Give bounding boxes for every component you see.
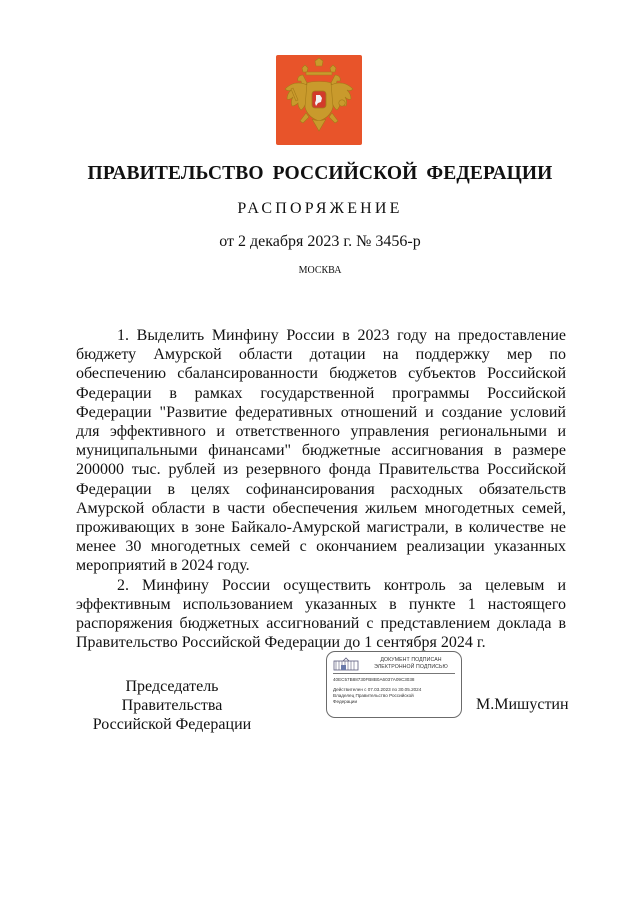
stamp-heading-line-2: ЭЛЕКТРОННОЙ ПОДПИСЬЮ: [374, 663, 448, 670]
government-building-icon: [333, 657, 359, 671]
signer-position-line-2: Российской Федерации: [92, 716, 252, 734]
government-title: ПРАВИТЕЛЬСТВО РОССИЙСКОЙ ФЕДЕРАЦИИ: [87, 163, 553, 184]
paragraph-2: 2. Минфину России осуществить контроль за целевым и эффективным использованием указанных в пункте 1 настоящего распоряжения бюджетных ассигнований с представлением доклада в Правительство Российской Федерации до 1 сентября 2024 г.: [76, 576, 566, 652]
stamp-owner-line-2: Федерации: [333, 699, 358, 704]
stamp-heading: [363, 657, 459, 670]
document-type: РАСПОРЯЖЕНИЕ: [237, 200, 403, 217]
signer-position-line-1: Председатель Правительства: [121, 678, 223, 715]
paragraph-1: 1. Выделить Минфину России в 2023 году на предоставление бюджету Амурской области дотации на поддержку мер по обеспечению сбалансированности бюджетов субъектов Российской Федерации в рамках государственной программы Российской Федерации "Развитие федеративных отношений и создание условий для эффективного и ответственного управления региональными и муниципальными финансами" бюджетные ассигнования в размере 200000 тыс. рублей из резервного фонда Правительства Российской Федерации в целях софинансирования расходных обязательств Амурской области в части обеспечения жильем многодетных семей, проживающих в зоне Байкало-Амурской магистрали, в количестве не менее 30 многодетных семей с окончанием реализации указанных мероприятий в 2024 году.: [76, 327, 566, 575]
stamp-heading-line-1: ДОКУМЕНТ ПОДПИСАН: [380, 657, 442, 663]
stamp-certificate: 40EC57B88730FB8B0A6037A09C3038: [333, 677, 415, 682]
signer-name: М.Мишустин: [476, 696, 569, 713]
document-body: [76, 326, 566, 652]
stamp-divider: [333, 673, 455, 674]
coat-of-arms-emblem: [276, 55, 362, 145]
document-date-number: от 2 декабря 2023 г. № 3456-р: [219, 233, 421, 250]
stamp-owner-line-1: Владелец Правительство Российской: [333, 693, 414, 698]
signer-position: [76, 677, 268, 735]
document-city: МОСКВА: [298, 265, 342, 276]
stamp-validity: Действителен с 07.03.2023 по 30.05.2024: [333, 687, 422, 692]
electronic-signature-stamp: [326, 651, 462, 718]
